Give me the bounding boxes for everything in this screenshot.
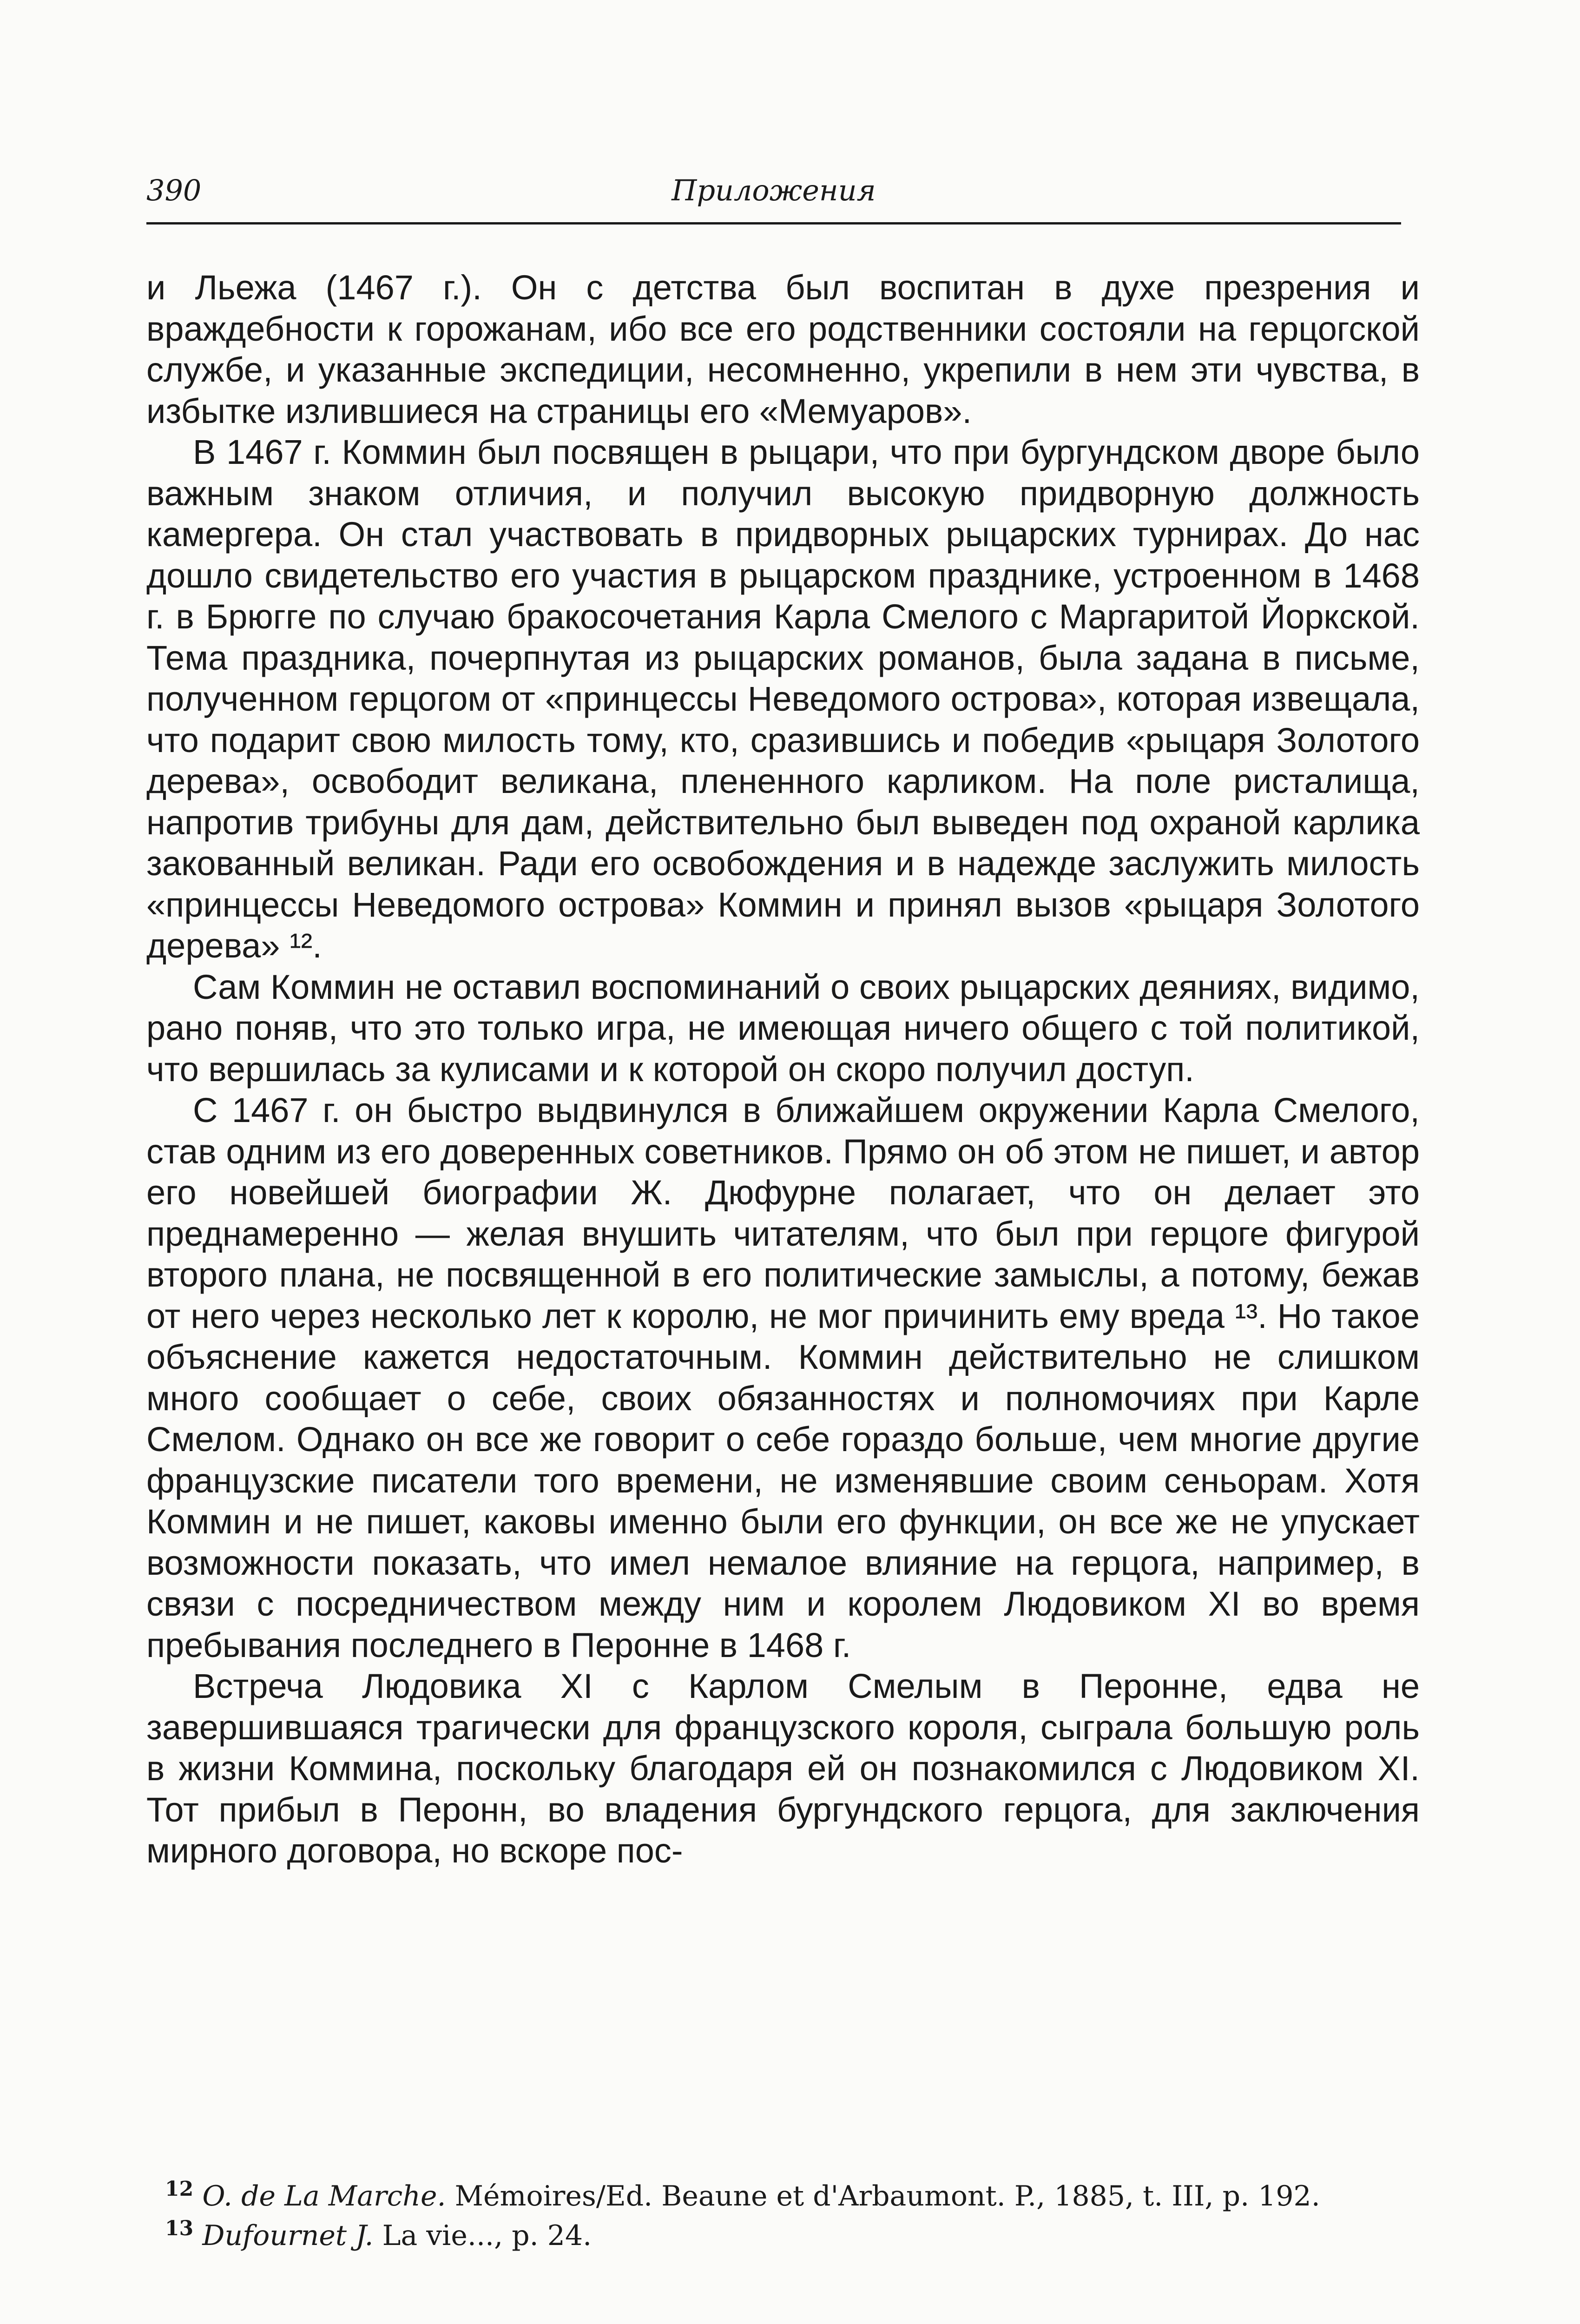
paragraph: и Льежа (1467 г.). Он с детства был воспитан в духе презрения и враждебности к горожанам, ибо все его родственники состояли на герцогской службе, и указанные экспедиции, несомненно, укрепили в нем эти чувства, в избытке излившиеся на страницы его «Мемуаров». (146, 268, 1420, 430)
paragraph: С 1467 г. он быстро выдвинулся в ближайшем окружении Карла Смелого, став одним из его доверенных советников. Прямо он об этом не пишет, и автор его новейшей биографии Ж. Дюфурне полагает, что он делает это преднамеренно — желая внушить читателям, что был при герцоге фигурой второго плана, не посвященной в его политические замыслы, а потому, бежав от него через несколько лет к королю, не мог причинить ему вреда ¹³. Но такое объяснение кажется недостаточным. Коммин действительно не слишком много сообщает о себе, своих обязанностях и полномочиях при Карле Смелом. Однако он все же говорит о себе гораздо больше, чем многие другие французские писатели того времени, не изменявшие своим сеньорам. Хотя Коммин и не пишет, каковы именно были его функции, он все же не упускает возможности показать, что имел немалое влияние на герцога, например, в связи с посредничеством между ним и королем Людовиком XI во время пребывания последнего в Перонне в 1468 г. (146, 1091, 1420, 1664)
running-title: Приложения (672, 173, 876, 207)
footnotes (146, 2173, 1420, 2252)
footnote-author: Dufournet J. (202, 2219, 374, 2252)
header-rule (146, 222, 1401, 224)
footnote-mark: 13 (165, 2217, 194, 2240)
footnote-text: La vie..., p. 24. (382, 2219, 592, 2252)
paragraph: Сам Коммин не оставил воспоминаний о своих рыцарских деяниях, видимо, рано поняв, что это только игра, не имеющая ничего общего с той политикой, что вершилась за кулисами и к которой он скоро получил доступ. (146, 967, 1420, 1089)
page-number: 390 (146, 173, 202, 207)
footnote-text: Mémoires/Ed. Beaune et d'Arbaumont. P., 1885, t. III, p. 192. (454, 2180, 1320, 2212)
main-text (146, 267, 1420, 1872)
paragraph: Встреча Людовика XI с Карлом Смелым в Перонне, едва не завершившаяся трагически для французского короля, сыграла большую роль в жизни Коммина, поскольку благодаря ей он познакомился с Людовиком XI. Тот прибыл в Перонн, во владения бургундского герцога, для заключения мирного договора, но вскоре пос- (146, 1667, 1420, 1870)
footnote-mark: 12 (165, 2177, 194, 2201)
footnote (165, 2173, 1420, 2212)
paragraph: В 1467 г. Коммин был посвящен в рыцари, что при бургундском дворе было важным знаком отличия, и получил высокую придворную должность камергера. Он стал участвовать в придворных рыцарских турнирах. До нас дошло свидетельство его участия в рыцарском празднике, устроенном в 1468 г. в Брюгге по случаю бракосочетания Карла Смелого с Маргаритой Йоркской. Тема праздника, почерпнутая из рыцарских романов, была задана в письме, полученном герцогом от «принцессы Неведомого острова», которая извещала, что подарит свою милость тому, кто, сразившись и победив «рыцаря Золотого дерева», освободит великана, плененного карликом. На поле ристалища, напротив трибуны для дам, действительно был выведен под охраной карлика закованный великан. Ради его освобождения и в надежде заслужить милость «принцессы Неведомого острова» Коммин и принял вызов «рыцаря Золотого дерева» ¹². (146, 433, 1420, 965)
page-header (146, 172, 1401, 216)
footnote-author: O. de La Marche. (202, 2180, 446, 2212)
footnote (165, 2212, 1420, 2252)
